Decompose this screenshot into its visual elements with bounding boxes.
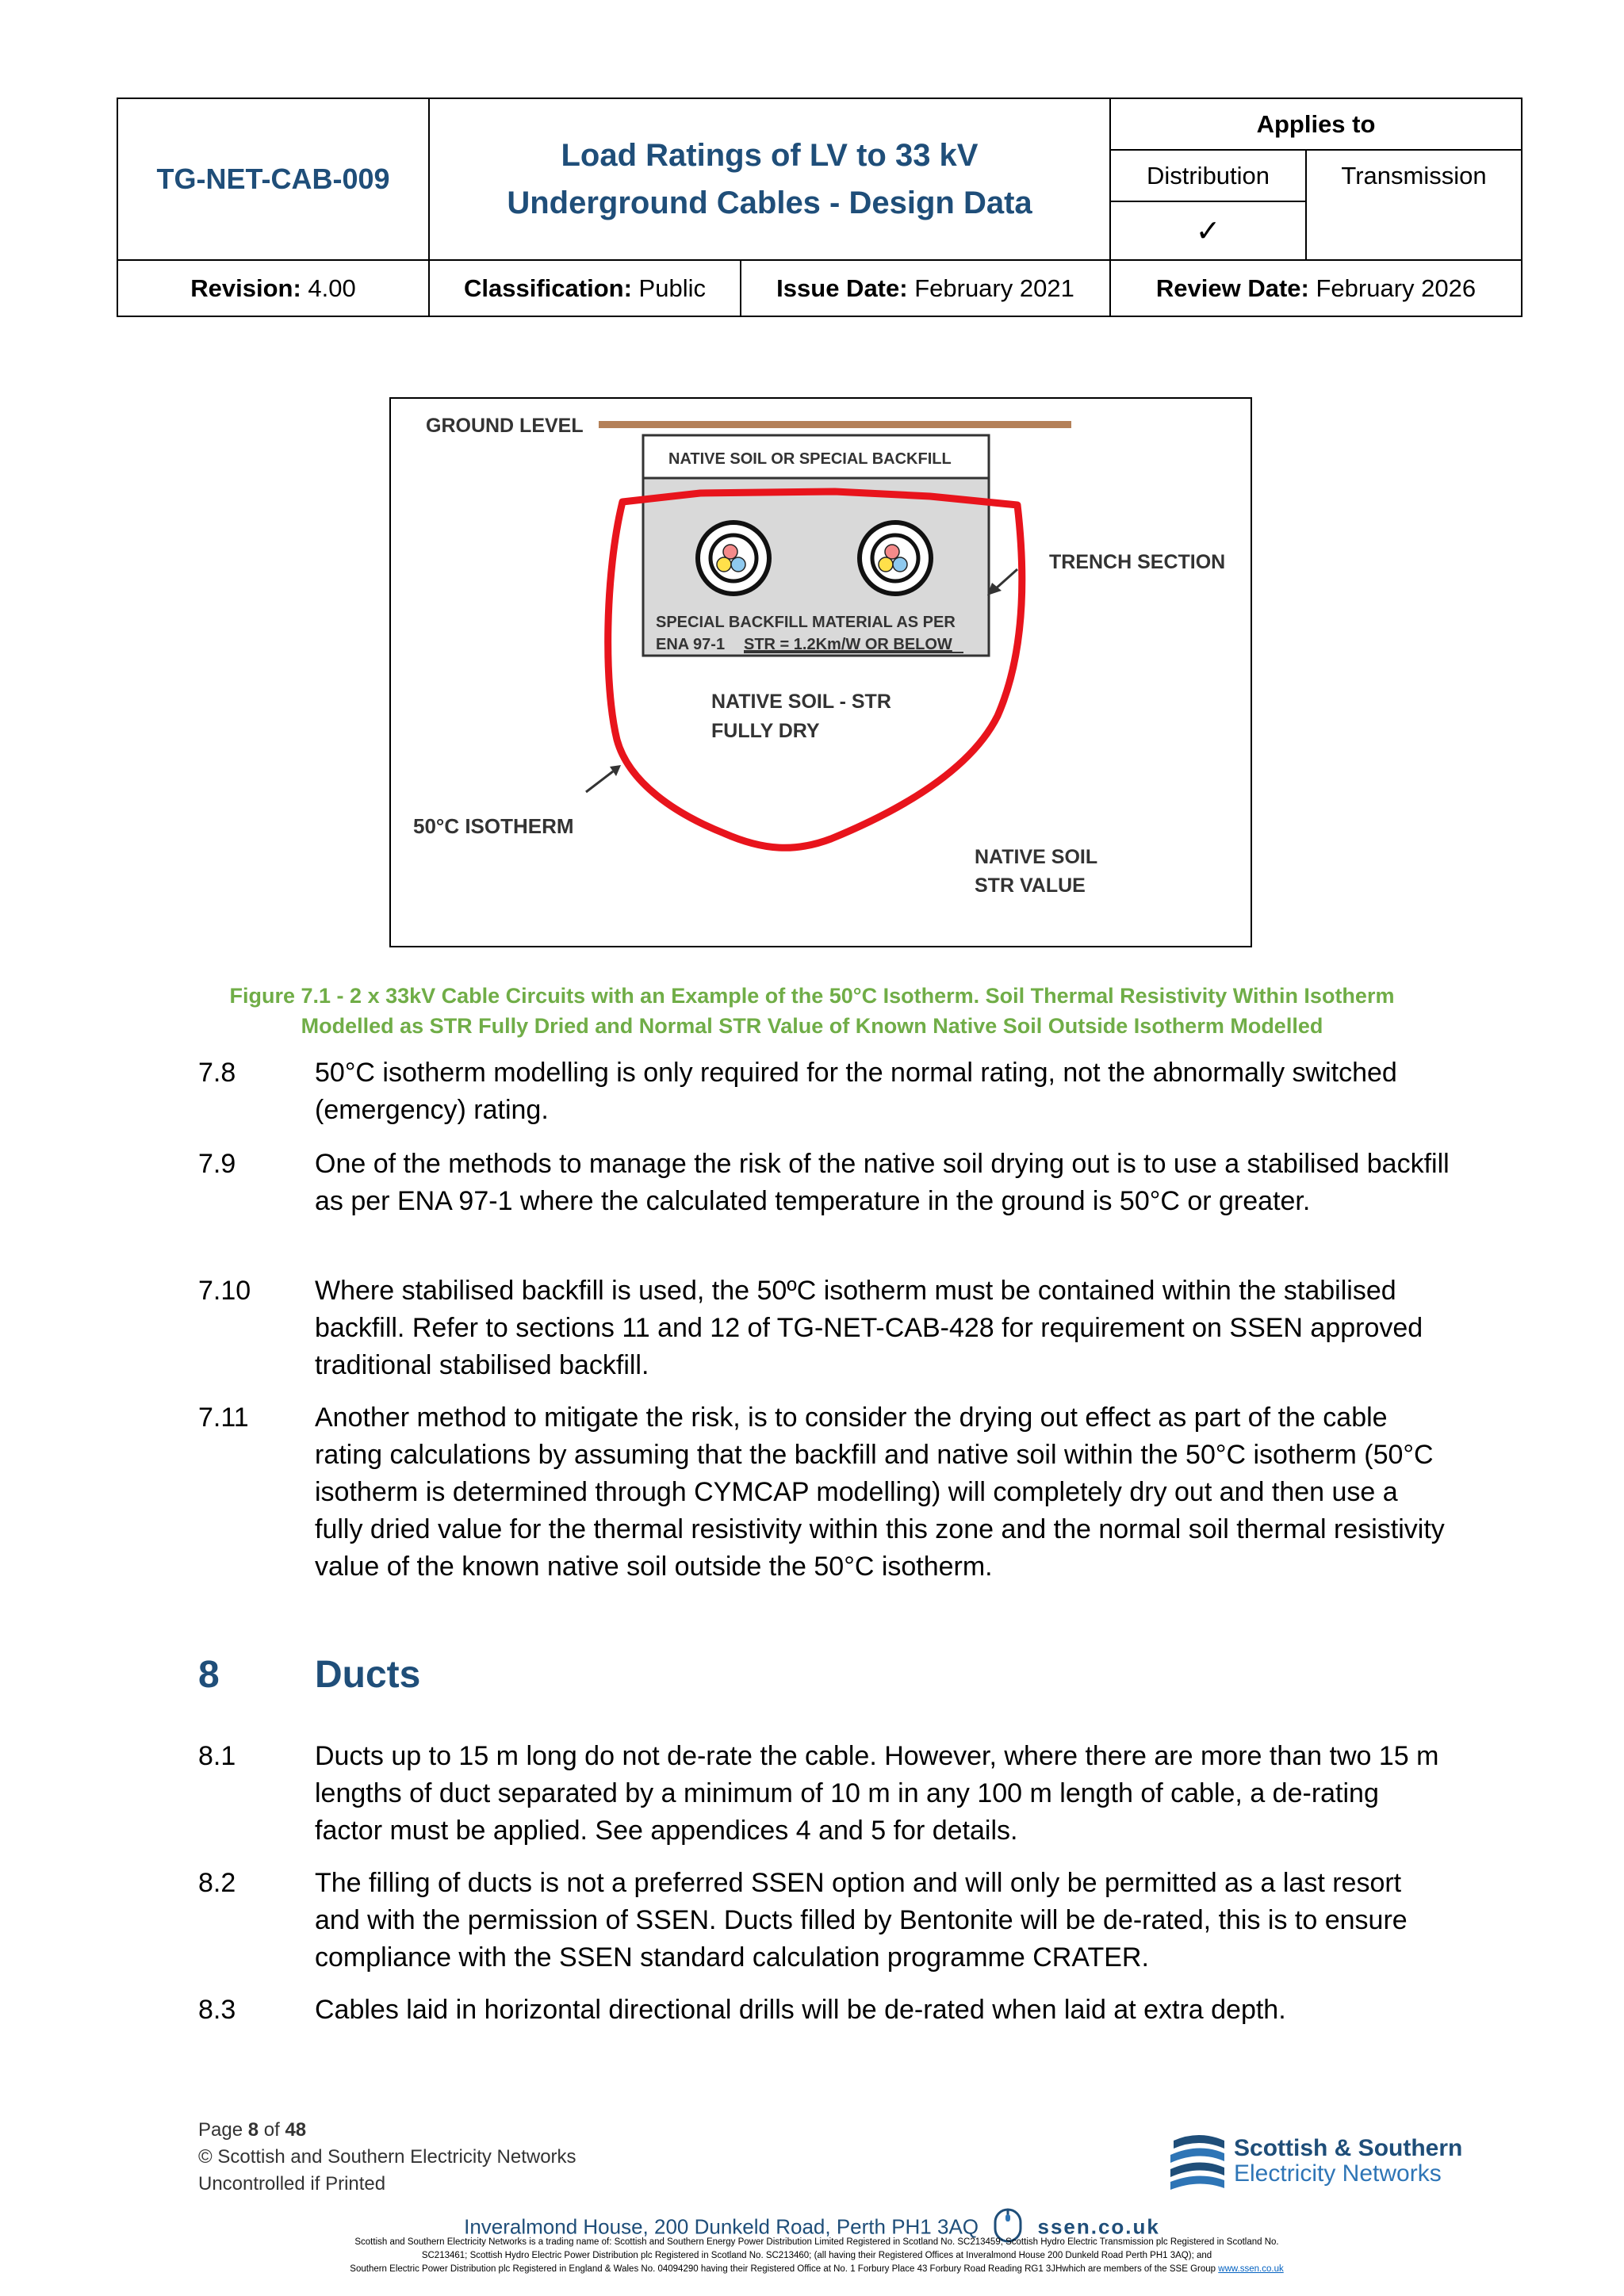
doc-id: TG-NET-CAB-009 <box>117 98 429 260</box>
ssen-logo-icon <box>1167 2133 1228 2191</box>
isotherm-figure <box>389 397 1252 947</box>
ground-line <box>599 421 1071 428</box>
document-header <box>117 98 1521 317</box>
paragraph-8-1: 8.1 Ducts up to 15 m long do not de-rate the cable. However, where there are more than two 15 m lengths of duct separated by a minimum of 10 m in any 100 m length of cable, a de-rating factor must be applied. See appendices 4 and 5 for details. <box>198 1741 1439 1846</box>
paragraph-8-2: 8.2 The filling of ducts is not a preferred SSEN option and will only be permitted as a last resort and with the permission of SSEN. Ducts filled by Bentonite will be de-rated, this is to ensure compliance with the SSEN standard calculation programme CRATER. <box>198 1868 1408 1973</box>
trench-arrow <box>995 569 1017 589</box>
isotherm-label: 50°C ISOTHERM <box>413 814 574 838</box>
copyright: © Scottish and Southern Electricity Networks <box>198 2146 576 2168</box>
trench-section-label: TRENCH SECTION <box>1049 551 1226 573</box>
footer-info <box>198 2117 576 2198</box>
figure-caption: Figure 7.1 - 2 x 33kV Cable Circuits with an Example of the 50°C Isotherm. Soil Thermal Resistivity Within Isotherm Modelled as STR Fully Dried and Normal STR Value of Known Native Soil Outside Isotherm Modelled <box>229 984 1395 1038</box>
page-number: Page 8 of 48 <box>198 2119 307 2141</box>
paragraph-7-8: 7.8 50°C isotherm modelling is only required for the normal rating, not the abnormally switched (emergency) rating. <box>198 1058 1397 1125</box>
section-heading-ducts: 8 Ducts <box>198 1654 421 1696</box>
website-link[interactable]: ssen.co.uk <box>1037 2214 1160 2239</box>
revision-cell: Revision: 4.00 <box>117 260 429 316</box>
paragraph-8-3: 8.3 Cables laid in horizontal directional drills will be de-rated when laid at extra depth. <box>198 1995 1286 2025</box>
special-backfill-line1: SPECIAL BACKFILL MATERIAL AS PER <box>656 614 956 631</box>
doc-title: Load Ratings of LV to 33 kV Underground Cables - Design Data <box>429 98 1110 260</box>
special-backfill-line2a: ENA 97-1 <box>656 636 726 653</box>
cable-2 <box>860 522 931 594</box>
legal-website-link[interactable]: www.ssen.co.uk <box>1218 2264 1284 2274</box>
applies-to: Applies to <box>1110 98 1522 150</box>
isotherm-arrow <box>586 771 613 792</box>
trench-diagram <box>391 399 1251 946</box>
native-value-line2: STR VALUE <box>975 874 1086 897</box>
paragraph-7-11: 7.11 Another method to mitigate the risk, is to consider the drying out effect as part of the cable rating calculations by assuming that the backfill and native soil within the 50°C isotherm (50°C isotherm is determined through CYMCAP modelling) will completely dry out and then use a fully dried value for the thermal resistivity within this zone and the normal soil thermal resistivity value of the known native soil outside the 50°C isotherm. <box>198 1402 1445 1582</box>
native-str-line1: NATIVE SOIL - STR <box>711 691 891 713</box>
footer-address: Inveralmond House, 200 Dunkeld Road, Perth PH1 3AQ ssen.co.uk <box>0 2207 1624 2249</box>
uncontrolled-note: Uncontrolled if Printed <box>198 2173 386 2195</box>
distribution-tick <box>1110 201 1306 260</box>
native-str-line2: FULLY DRY <box>711 720 820 742</box>
ground-level-label: GROUND LEVEL <box>426 415 584 437</box>
native-or-special-label: NATIVE SOIL OR SPECIAL BACKFILL <box>668 450 952 468</box>
check-icon: ✓ <box>1195 214 1221 248</box>
special-backfill-line2b: STR = 1.2Km/W OR BELOW <box>744 636 952 653</box>
classification-cell: Classification: Public <box>429 260 741 316</box>
transmission-label: Transmission <box>1306 150 1522 260</box>
logo-text-line1: Scottish & Southern <box>1234 2135 1463 2161</box>
paragraph-7-10: 7.10 Where stabilised backfill is used, the 50ºC isotherm must be contained within the stabilised backfill. Refer to sections 11 and 12 of TG-NET-CAB-428 for requirement on SSEN approved traditional stabilised backfill. <box>198 1276 1423 1380</box>
header-table <box>117 98 1522 317</box>
ssen-logo <box>1167 2133 1463 2196</box>
review-date-cell: Review Date: February 2026 <box>1110 260 1522 316</box>
logo-text-line2: Electricity Networks <box>1234 2160 1442 2187</box>
issue-date-cell: Issue Date: February 2021 <box>741 260 1110 316</box>
legal-notice: Scottish and Southern Electricity Networks is a trading name of: Scottish and Southern Energy Power Distribution Limited Registered in Scotland No. SC213459; Scottish Hydro Electric Transmission plc Registered in Scotland No. SC213461; Scottish Hydro Electric Power Distribution plc Registered in Scotland No. SC213460; (all having their Registered Offices at Inveralmond House 200 Dunkeld Road Perth PH1 3AQ); and Southern Electric Power Distribution plc Registered in England & Wales No. 04094290 having their Registered Office at No. 1 Forbury Place 43 Forbury Road Reading RG1 3JHwhich are members of the SSE Group www.ssen.co.uk <box>350 2237 1284 2274</box>
paragraph-7-9: 7.9 One of the methods to manage the risk of the native soil drying out is to use a stabilised backfill as per ENA 97-1 where the calculated temperature in the ground is 50°C or greater. <box>198 1149 1450 1216</box>
distribution-label: Distribution <box>1110 150 1306 201</box>
native-value-line1: NATIVE SOIL <box>975 846 1098 868</box>
cable-1 <box>698 522 769 594</box>
